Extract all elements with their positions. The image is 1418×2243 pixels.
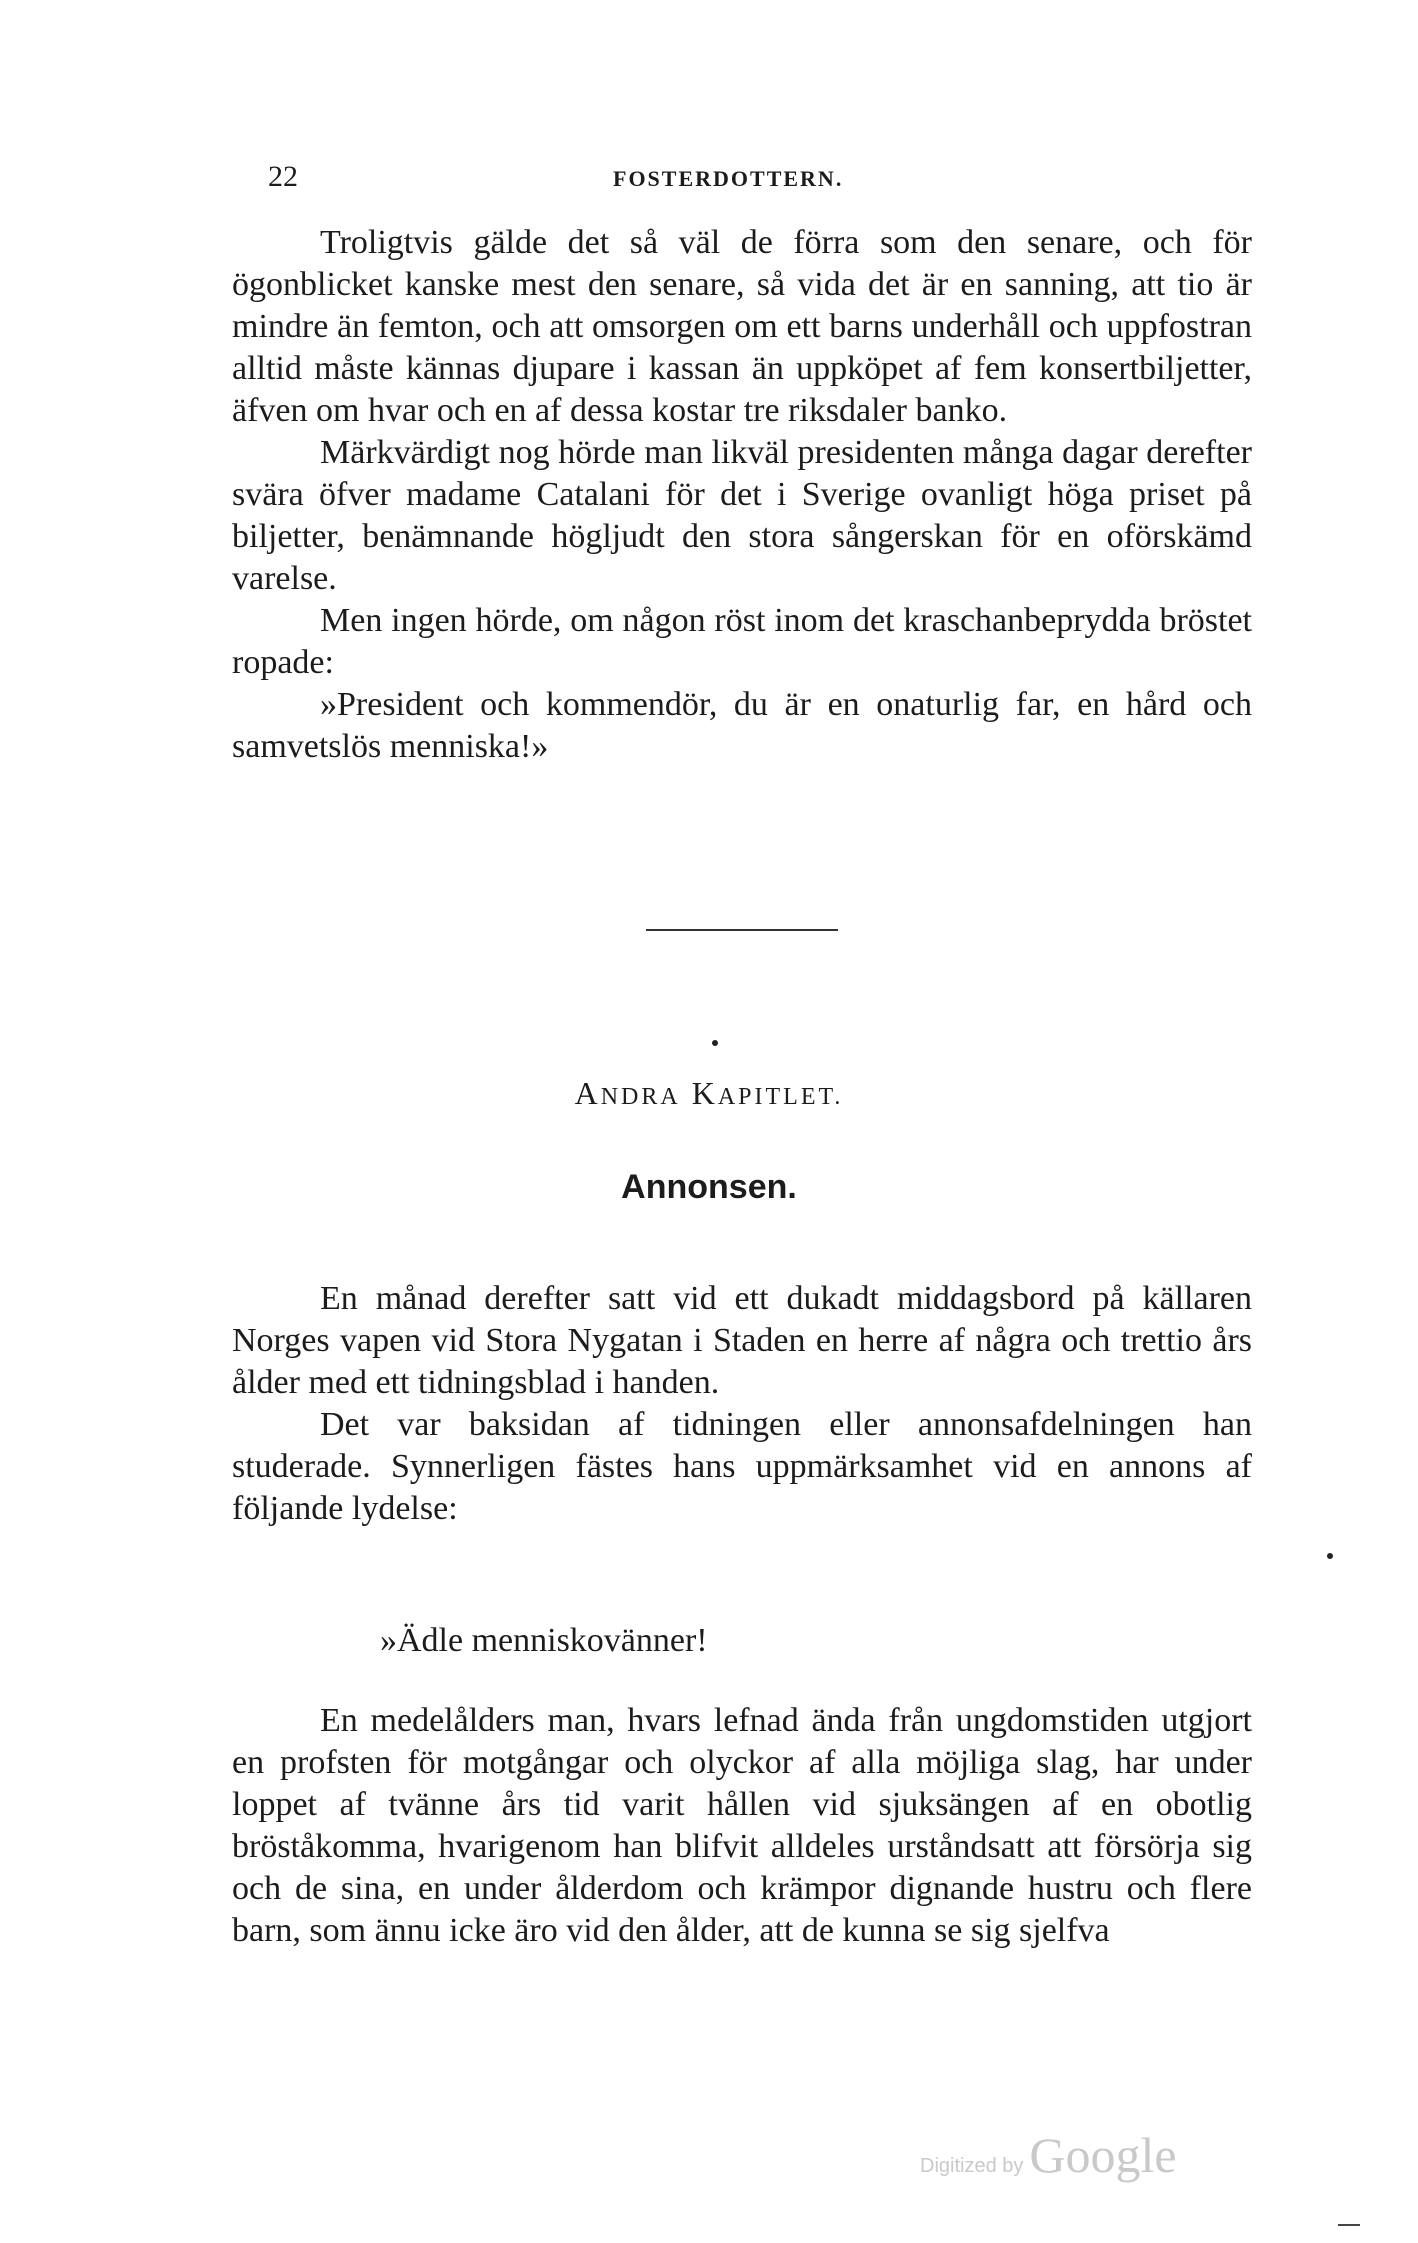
paragraph: En månad derefter satt vid ett dukadt middagsbord på källaren Norges vapen vid Stora Nygatan i Staden en herre af några och trettio års ålder med ett tidningsblad i handen. [232,1280,1252,1401]
ink-speck [712,1040,718,1046]
google-watermark [920,2126,1177,2184]
paragraph: Det var baksidan af tidningen eller annonsafdelningen han studerade. Synnerligen fästes hans uppmärksamhet vid en annons af följande lydelse: [232,1406,1252,1527]
address-line: »Ädle menniskovänner! [380,1622,708,1659]
text-block-middle [232,1278,1252,1530]
section-divider [646,929,838,931]
watermark-digitized: Digitized by [920,2155,1024,2177]
running-title: FOSTERDOTTERN. [613,166,844,191]
page-number: 22 [268,160,298,193]
google-logo: Google [1029,2127,1177,2183]
running-head [268,160,1258,200]
paragraph: Märkvärdigt nog hörde man likväl presidenten många dagar derefter svära öfver madame Catalani för det i Sverige ovanligt höga priset på biljetter, benämnande högljudt den stora sångerskan för en oförskämd varelse. [232,434,1252,597]
paragraph: »President och kommendör, du är en onaturlig far, en hård och samvetslös menniska!» [232,686,1252,765]
text-block-top [232,222,1252,768]
paragraph: Troligtvis gälde det så väl de förra som den senare, och för ögonblicket kanske mest den senare, så vida det är en sanning, att tio är mindre än femton, och att omsorgen om ett barns underhåll och uppfostran alltid måste kännas djupare i kassan än uppköpet af fem konsertbiljetter, äfven om hvar och en af dessa kostar tre riksdaler banko. [232,224,1252,429]
paragraph: En medelålders man, hvars lefnad ända från ungdomstiden utgjort en profsten för motgångar och olyckor af alla möjliga slag, har under loppet af tvänne års tid varit hållen vid sjuksängen af en obotlig bröståkomma, hvarigenom han blifvit alldeles urståndsatt att försörja sig och de sina, en under ålderdom och krämpor dignande hustru och flere barn, som ännu icke äro vid den ålder, att de kunna se sig sjelfva [232,1702,1252,1949]
section-title: Annonsen. [621,1168,797,1206]
ink-speck [1327,1553,1333,1559]
chapter-heading: ANDRA KAPITLET. [574,1075,844,1111]
paragraph: Men ingen hörde, om någon röst inom det kraschanbeprydda bröstet ropade: [232,602,1252,681]
scan-mark [1338,2224,1360,2226]
text-block-bottom [232,1700,1252,1952]
